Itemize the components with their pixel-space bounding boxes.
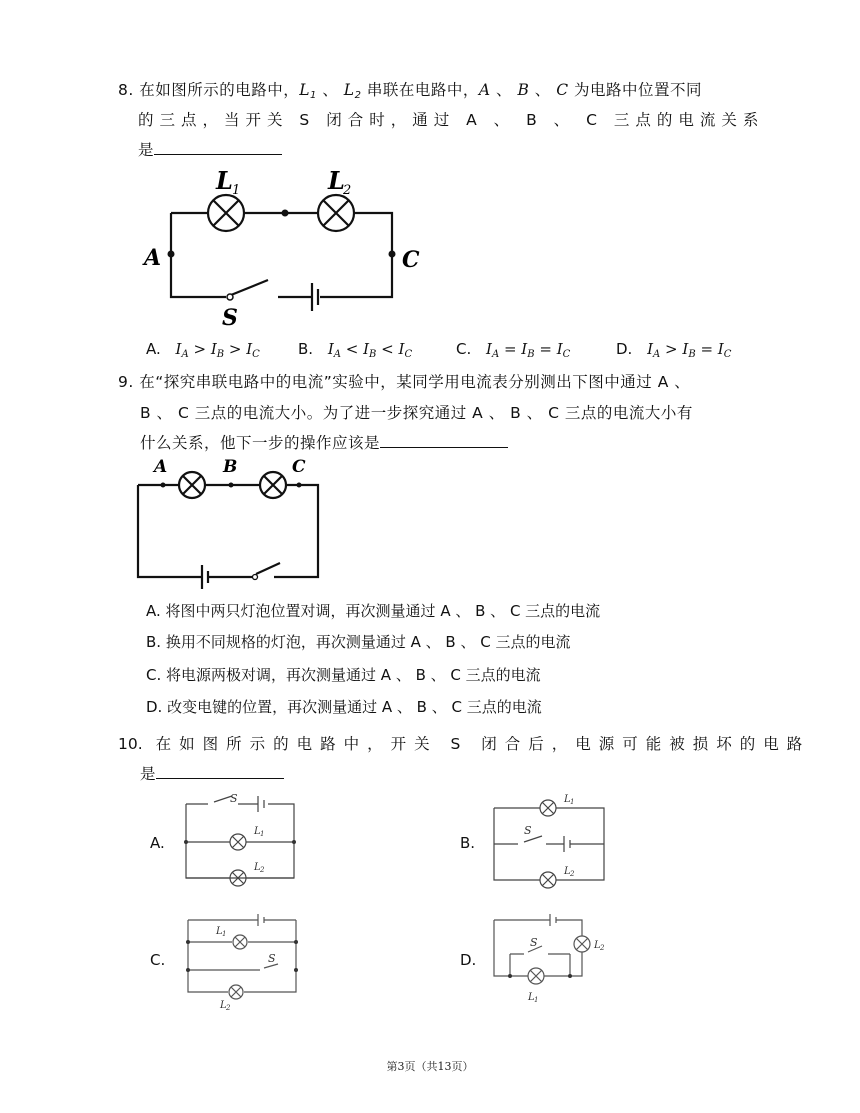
answer-blank[interactable] bbox=[380, 431, 508, 448]
svg-text:1: 1 bbox=[570, 798, 575, 806]
svg-text:2: 2 bbox=[600, 944, 605, 952]
svg-text:L: L bbox=[564, 794, 571, 805]
q8-option-d[interactable]: D. $I_A > I_B = I_C$ bbox=[616, 340, 732, 360]
svg-text:S: S bbox=[524, 824, 532, 837]
label-B: B bbox=[223, 457, 238, 477]
label-A: A bbox=[154, 457, 168, 477]
q8-line-2: 的三点，当开关 S 闭合时，通过 A 、 B 、 C 三点的电流关系 bbox=[138, 111, 765, 129]
label-L1: L bbox=[216, 166, 233, 195]
question-number: 10. bbox=[118, 735, 143, 753]
label-L2: L bbox=[328, 166, 345, 195]
q10-option-b-letter[interactable]: B. bbox=[460, 834, 476, 852]
svg-text:1: 1 bbox=[222, 930, 227, 938]
q10-circuit-a bbox=[180, 790, 300, 890]
svg-text:1: 1 bbox=[260, 830, 265, 838]
q8-option-a[interactable]: A. $I_A > I_B > I_C$ bbox=[146, 340, 260, 360]
q9-option-a[interactable]: A. 将图中两只灯泡位置对调，再次测量通过 A 、 B 、 C 三点的电流 bbox=[146, 602, 601, 620]
label-A: A bbox=[144, 245, 162, 271]
svg-text:L: L bbox=[528, 992, 535, 1003]
svg-text:2: 2 bbox=[226, 1004, 231, 1011]
page-footer: 第3页（共13页） bbox=[386, 1060, 474, 1073]
q9-option-d[interactable]: D. 改变电键的位置，再次测量通过 A 、 B 、 C 三点的电流 bbox=[146, 698, 542, 716]
q8-circuit-diagram bbox=[138, 165, 438, 330]
label-S: S bbox=[222, 305, 238, 330]
q9-option-b[interactable]: B. 换用不同规格的灯泡，再次测量通过 A 、 B 、 C 三点的电流 bbox=[146, 633, 571, 651]
svg-text:2: 2 bbox=[343, 183, 352, 198]
q8-option-c[interactable]: C. $I_A = I_B = I_C$ bbox=[456, 340, 571, 360]
svg-text:S: S bbox=[530, 936, 538, 949]
q8-option-b[interactable]: B. $I_A < I_B < I_C$ bbox=[298, 340, 413, 360]
label-C: C bbox=[292, 457, 306, 477]
q10-option-d-letter[interactable]: D. bbox=[460, 951, 477, 969]
svg-text:2: 2 bbox=[570, 870, 575, 878]
q9-option-c[interactable]: C. 将电源两极对调，再次测量通过 A 、 B 、 C 三点的电流 bbox=[146, 666, 541, 684]
svg-text:L: L bbox=[254, 826, 261, 837]
svg-text:L: L bbox=[220, 1000, 227, 1011]
svg-text:L: L bbox=[216, 926, 223, 937]
svg-text:L: L bbox=[564, 866, 571, 877]
q9-line-3: 什么关系，他下一步的操作应该是 bbox=[140, 429, 508, 458]
q10-option-c-letter[interactable]: C. bbox=[150, 951, 166, 969]
q10-option-a-letter[interactable]: A. bbox=[150, 834, 165, 852]
q9-circuit-diagram bbox=[132, 455, 332, 590]
q9-line-2: B 、 C 三点的电流大小。为了进一步探究通过 A 、 B 、 C 三点的电流大小有 bbox=[140, 404, 693, 422]
answer-blank[interactable] bbox=[156, 762, 284, 779]
q10-circuit-d bbox=[490, 906, 620, 1006]
svg-text:L: L bbox=[254, 862, 261, 873]
q10-line-1: 10. 在如图所示的电路中，开关 S 闭合后，电源可能被损坏的电路 bbox=[118, 735, 811, 753]
svg-text:1: 1 bbox=[232, 183, 241, 198]
answer-blank[interactable] bbox=[154, 138, 282, 155]
q10-line-2: 是 bbox=[140, 760, 284, 789]
svg-text:2: 2 bbox=[260, 866, 265, 874]
q8-line-3: 是 bbox=[138, 136, 282, 165]
q8-line-1: 8. 在如图所示的电路中，$L_1$ 、 $L_2$ 串联在电路中，A 、 B 、 C 为电路中位置不同 bbox=[118, 81, 703, 101]
q10-circuit-b bbox=[490, 792, 615, 892]
label-C: C bbox=[402, 247, 420, 273]
svg-text:1: 1 bbox=[534, 996, 539, 1004]
question-number: 9. bbox=[118, 373, 134, 391]
q9-line-1: 9. 在“探究串联电路中的电流”实验中，某同学用电流表分别测出下图中通过 A 、 bbox=[118, 373, 691, 391]
question-number: 8. bbox=[118, 81, 134, 99]
svg-text:L: L bbox=[594, 940, 601, 951]
svg-text:S: S bbox=[268, 952, 276, 965]
q10-circuit-c bbox=[180, 906, 305, 1011]
svg-text:S: S bbox=[230, 792, 238, 805]
